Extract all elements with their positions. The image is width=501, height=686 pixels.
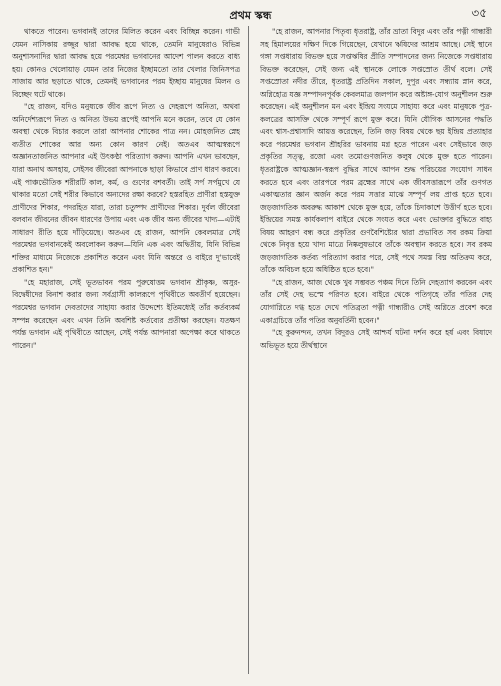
paragraph: "হে রাজন, আজ থেকে খুব সম্ভবত পঞ্চম দিনে তিনি দেহত্যাগ করবেন এবং তাঁর সেই দেহ ভস্মে পরিণত হবে। বাইরে থেকে পতিগৃহে তাঁর পতির দেহ যোগাগ্নিতে দগ্ধ হতে দেখে পতিব্রতা পত্নী গান্ধারীও সেই অগ্নিতে প্রবেশ করে একাগ্রচিত্তে তাঁর পতির অনুবর্তিনী হবেন।": [260, 277, 492, 325]
page-title: প্রথম স্কন্ধ: [229, 9, 272, 22]
paragraph: "হে রাজন, যদিও মনুষ্যকে জীব রূপে নিত্য ও দেহরূপে অনিত্য, অথবা অনির্দেশ্যরূপে নিত্য ও অনিত্য উভয় রূপেই আপনি মনে করেন, তবে যে কোন অবস্থা থেকে বিচার করলে তারা আপনার শোকের পাত্র নন। মোহজনিত স্নেহ ব্যতীত শোকের আর অন্য কোন কারণ নেই। অতএব আত্মস্বরূপে অজ্ঞানতাজনিত আপনার এই উৎকণ্ঠা পরিত্যাগ করুন। আপনি এখন ভাবছেন, যারা অনাথ অসহায়, সেইসব জীবেরা আপনাকে ছাড়া কিভাবে প্রাণ ধারণ করবে। এই পাঞ্চভৌতিক শরীরটি কাল, কর্ম, ও গুণের বশবর্তী। তাই সর্প সর্পমুখে যে থাকার মতো সেই শরীর কিভাবে অন্যদের রক্ষা করবে? হস্তরহিত প্রাণীরা হস্তযুক্ত প্রাণীদের শিকার, পদরহিত যারা, তারা চতুষ্পদ প্রাণীদের শিকার। দুর্বল জীবেরা বলবান জীবনের জীবন ধারণের উপায় এবং এক জীব অন্য জীবের খাদ্য—এটাই সাধারণ রীতি হয়ে দাঁড়িয়েছে। অতএব হে রাজন, আপনি কেবলমাত্র সেই পরমেশ্বর ভগবানকেই অবলোকন করুন—যিনি এক এবং অদ্বিতীয়, যিনি বিভিন্ন শক্তির মাধ্যমে নিজেকে প্রকাশিত করেন এবং যিনি অন্তরে ও বাইরে দু'ভাবেই প্রকাশিত হন।": [12, 102, 240, 275]
page-number: ৩৫: [471, 6, 487, 20]
page-header: [0, 4, 501, 24]
right-column: [260, 26, 492, 678]
paragraph: থাকতে পারেন। ভগবানই তাদের মিলিত করেন এবং বিচ্ছিন্ন করেন। গাভী যেমন নাসিকায় রজ্জুর দ্বারা আবদ্ধ হয়ে থাকে, তেমনি মানুষেরাও বিভিন্ন অনুশাসনাদির দ্বারা আবদ্ধ হয়ে পরমেশ্বর ভগবানের আদেশ পালন করতে বাধ্য হয়। কোনও খেলোয়াড় যেমন তার নিজের ইচ্ছামতো তার খেলার জিনিসপত্র সাজায় আর ছড়াতে থাকে, তেমনই ভগবানের পরম ইচ্ছায় মানুষের মিলন ও বিচ্ছেদ ঘটে থাকে।: [12, 27, 240, 99]
left-column: [12, 26, 240, 678]
column-divider: [248, 26, 249, 674]
paragraph: "হে মহারাজ, সেই ভূতভাবন পরম পুরুষোত্তম ভগবান শ্রীকৃষ্ণ, অসুর-বিদ্বেষীদের বিনাশ করার জন্য সর্বগ্রাসী কালরূপে পৃথিবীতে অবতীর্ণ হয়েছেন। পরমেশ্বর ভগবান দেবতাদের সাহায্য করার উদ্দেশ্যে ইতিমধ্যেই তাঁর কর্তব্যকর্ম সম্পন্ন করেছেন এবং এখন তিনি অবশিষ্ট কর্তব্যের প্রতীক্ষা করছেন। যতক্ষণ পর্যন্ত ভগবান এই পৃথিবীতে আছেন, সেই পর্যন্ত আপনারা অপেক্ষা করে থাকতে পারেন।": [12, 277, 240, 350]
paragraph: "হে রাজন, আপনার পিতৃব্য ধৃতরাষ্ট্র, তাঁর ভ্রাতা বিদুর এবং তাঁর পত্নী গান্ধারী সহ হিমালয়ের দক্ষিণ দিকে গিয়েছেন, যেখানে ঋষিদের আশ্রম আছে। সেই স্থানে গঙ্গা সপ্তধারায় বিভক্ত হয়ে সপ্তঋষির প্রীতি সম্পাদনের জন্য নিজেকে সপ্তধারায় বিভক্ত করেছেন, সেই জন্য এই স্থানকে লোকে সপ্তস্রোত তীর্থ বলে। সেই সপ্তস্রোতা নদীর তীরে, ধৃতরাষ্ট্র প্রতিদিন সকাল, দুপুর এবং সন্ধ্যায় স্নান করে, অগ্নিহোত্র যজ্ঞ সম্পাদনপূর্বক কেবলমাত্র জলপান করে অষ্টাঙ্গ-যোগ অনুশীলন শুরু করেছেন। এই অনুশীলন মন এবং ইন্দ্রিয় সংযমে সাহায্য করে এবং মানুষকে পুত্র-কলত্রের আসক্তি থেকে সম্পূর্ণ রূপে মুক্ত করে। যিনি যৌগিক আসনের পদ্ধতি এবং শ্বাস-প্রশ্বাসাদি আয়ত্ত করেছেন, তিনি জড় বিষয় থেকে ছয় ইন্দ্রিয় প্রত্যাহার করে পরমেশ্বর ভগবান শ্রীহরির ভাবনায় মগ্ন হতে পারেন এবং সেইভাবে জড় প্রকৃতির সত্ত্ব, রজো এবং তমোগুণজনিত কলুষ থেকে মুক্ত হতে পারেন। ধৃতরাষ্ট্রকে আত্মজ্ঞান-স্বরূপ বুদ্ধির সাথে আপন শুদ্ধ পরিচয়ের সংযোগ সাধন করতে হবে এবং তারপরে পরম ব্রহ্মের সাথে এক জীবসত্তারূপে তাঁর গুণগত একাত্মতার জ্ঞান অর্জন করে পরম সত্তার মাঝে সম্পূর্ণ লয় প্রাপ্ত হতে হবে। জড়জাগতিক অবরুদ্ধ আকাশ থেকে মুক্ত হয়ে, তাঁকে চিদাকাশে উত্তীর্ণ হতে হবে। ইন্দ্রিয়ের সমস্ত কার্যকলাপ বাইরে থেকে সংযত করে এবং ভোক্তার বুদ্ধিতে বাহ্য বিষয় আহরণ বন্ধ করে প্রকৃতির গুণবৈশিষ্ট্যের দ্বারা প্রভাবিত সব রকম ক্রিয়া থেকে নিবৃত্ত হয়ে খাদ্য মাত্রে নিষ্কলুষভাবে তাঁকে অবস্থান করতে হবে। সব রকম জড়জাগতিক কর্তব্য পরিত্যাগ করার পরে, সেই পথে সমস্ত বিঘ্ন অতিক্রম করে, তাঁকে অবিচল হয়ে অধিষ্ঠিত হতে হবে।": [260, 27, 492, 275]
paragraph: "হে কুরুনন্দন, তখন বিদুরও সেই আশ্চর্য ঘটনা দর্শন করে হর্ষ এবং বিষাদে অভিভূত হয়ে তীর্থস্থানে: [260, 328, 492, 350]
